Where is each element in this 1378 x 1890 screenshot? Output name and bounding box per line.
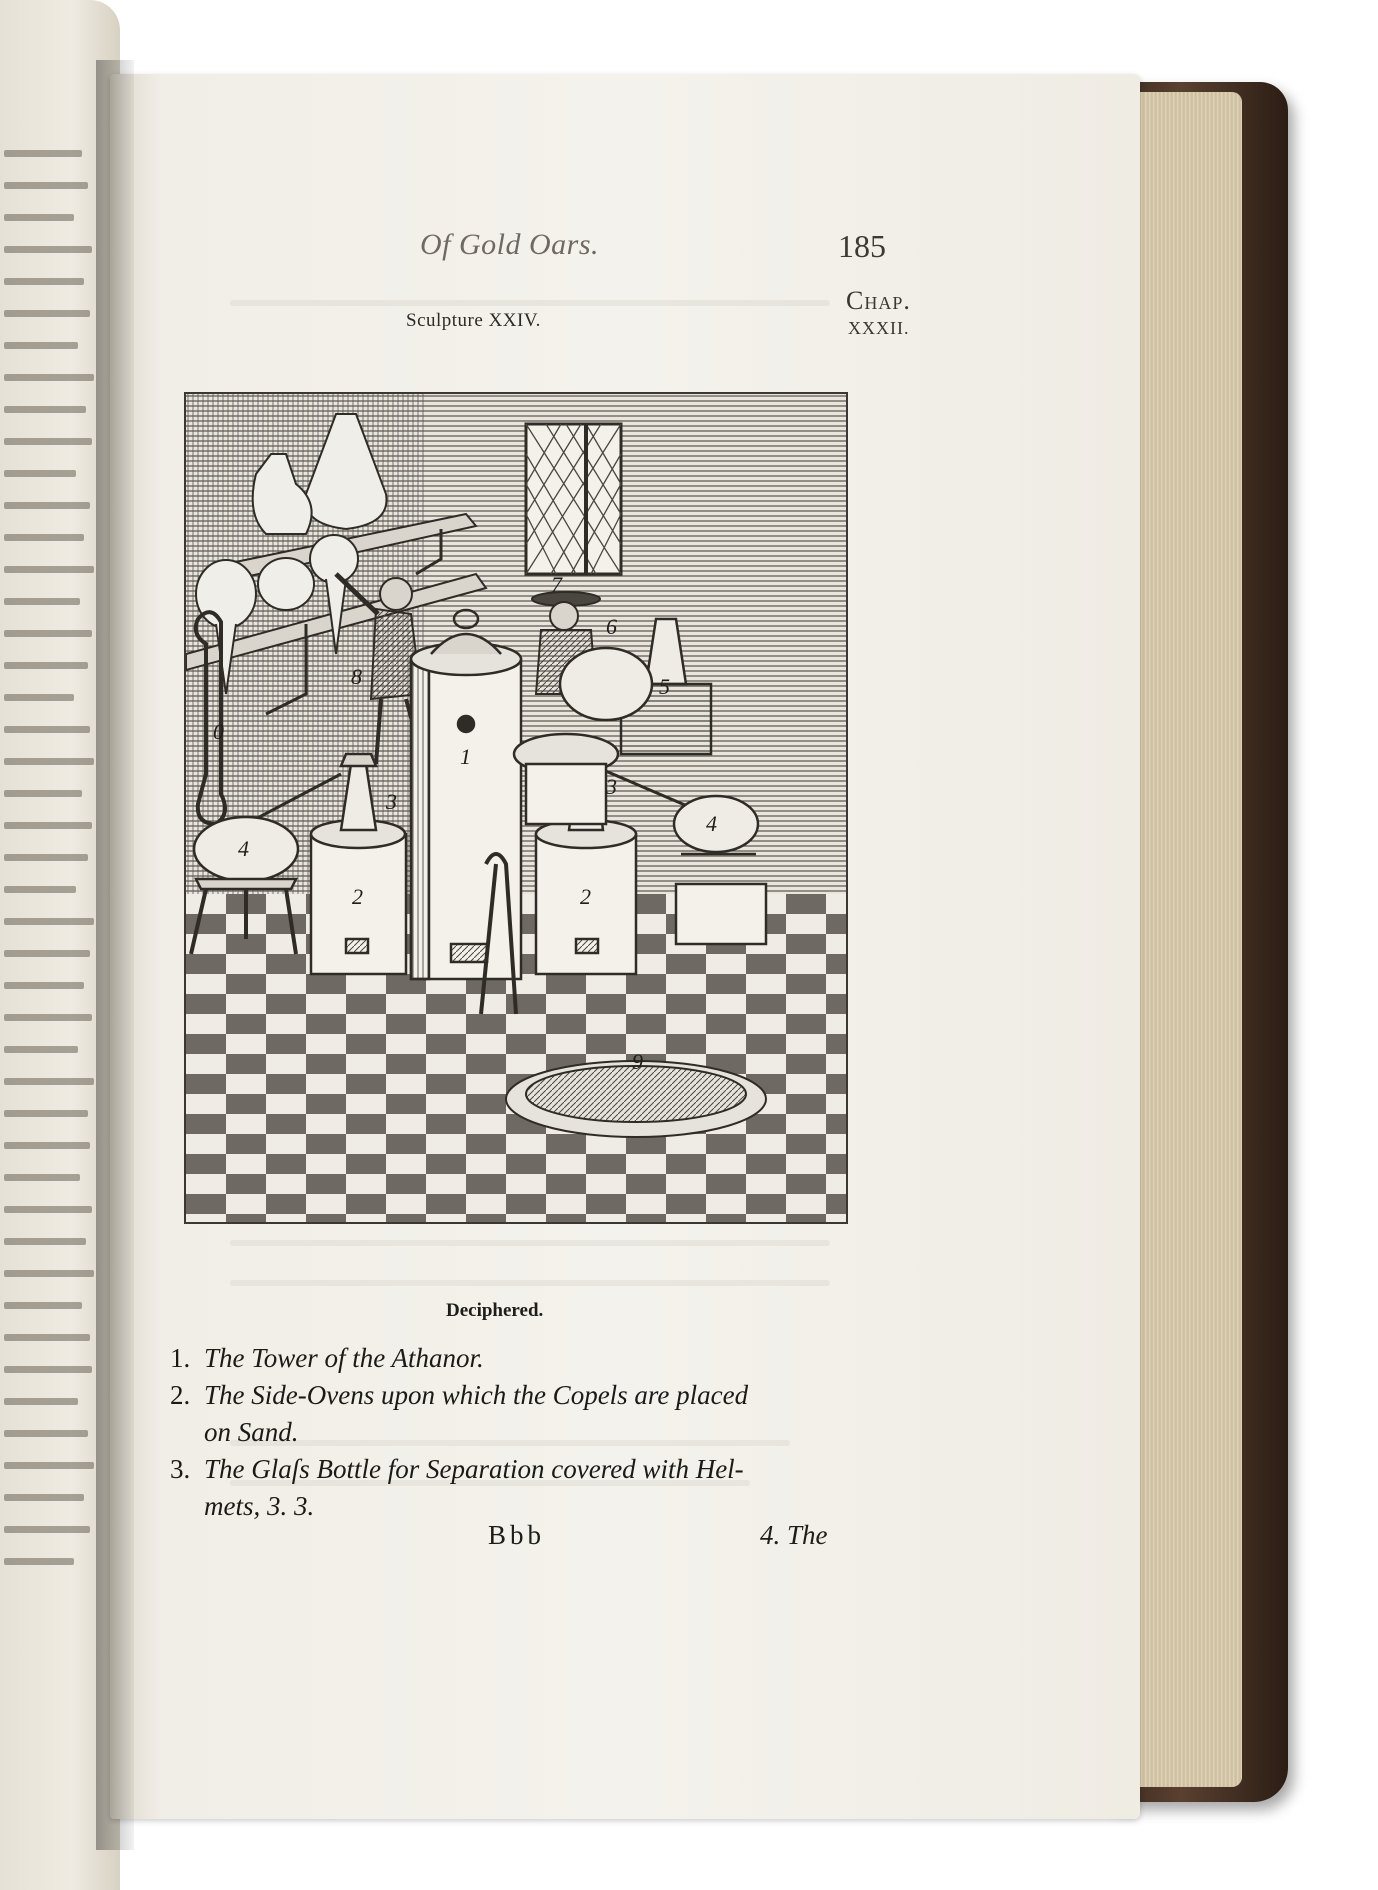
figure-number: 3	[386, 789, 397, 814]
figure-number: 6	[606, 614, 617, 639]
catchword: 4. The	[760, 1520, 828, 1550]
running-head: Of Gold Oars.	[420, 228, 600, 261]
legend-item: 1. The Tower of the Athanor.	[170, 1343, 484, 1373]
signature-mark: Bbb	[488, 1520, 546, 1550]
legend-item: 2. The Side-Ovens upon which the Copels are placed	[170, 1380, 749, 1410]
figure-number: 2	[580, 884, 591, 909]
chapter-number: XXXII.	[848, 318, 910, 338]
page-number: 185	[838, 228, 886, 264]
chapter-label: Chap.	[846, 286, 911, 315]
legend-item: mets, 3. 3.	[204, 1491, 315, 1521]
figure-number: 5	[659, 674, 670, 699]
figure-number: 4	[238, 836, 249, 861]
figure-number: 4	[706, 811, 717, 836]
figure-number: 7	[551, 572, 562, 597]
plate-caption: Sculpture XXIV.	[406, 310, 541, 331]
athanor-tower	[411, 610, 521, 979]
legend-item: on Sand.	[204, 1417, 299, 1447]
gutter-shadow	[96, 60, 134, 1850]
figure-number: 9	[632, 1049, 643, 1074]
bleed-through-line	[230, 1240, 830, 1246]
page-edges	[1130, 92, 1242, 1787]
figure-number: 2	[352, 884, 363, 909]
bleed-through-line	[230, 300, 830, 306]
figure-number: 8	[351, 664, 362, 689]
legend-item: 3. The Glaſs Bottle for Separation covered with Hel-	[170, 1454, 744, 1484]
figure-number: 1	[460, 744, 471, 769]
laboratory-engraving	[186, 394, 846, 1222]
plate-legend	[170, 1340, 850, 1525]
figure-number: 3	[606, 774, 617, 799]
figure-number: 0	[213, 719, 224, 744]
bleed-through-line	[230, 1280, 830, 1286]
legend-heading: Deciphered.	[446, 1300, 544, 1321]
engraved-plate	[184, 392, 848, 1224]
